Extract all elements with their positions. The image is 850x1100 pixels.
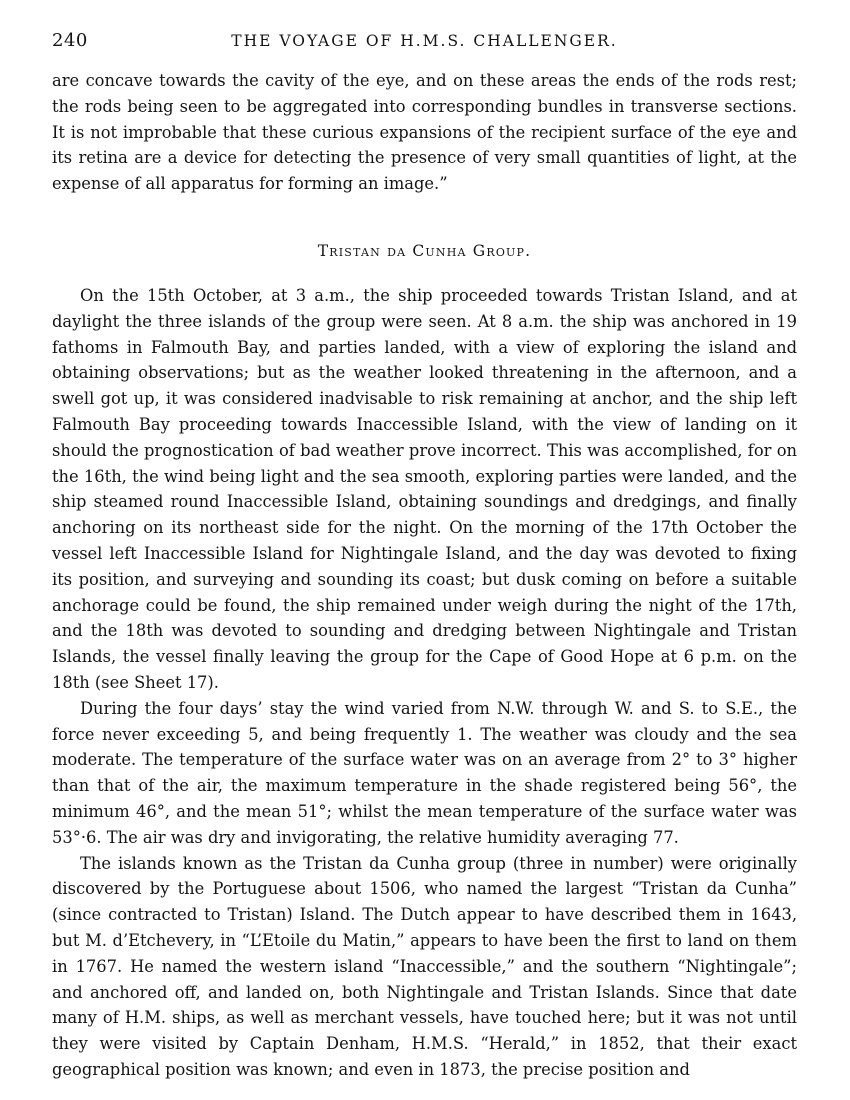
section-body bbox=[52, 283, 797, 1083]
paragraph: During the four days’ stay the wind varied from N.W. through W. and S. to S.E., the force never exceeding 5, and being frequently 1. The weather was cloudy and the sea moderate. The temperature of the surface water was on an average from 2° to 3° higher than that of the air, the maximum temperature in the shade registered being 56°, the minimum 46°, and the mean 51°; whilst the mean temperature of the surface water was 53°·6. The air was dry and invigorating, the relative humidity averaging 77. bbox=[52, 698, 797, 847]
section-heading: Tristan da Cunha Group. bbox=[317, 242, 532, 260]
page-header bbox=[52, 30, 797, 56]
page-number: 240 bbox=[52, 30, 88, 51]
continued-paragraph bbox=[52, 68, 797, 197]
paragraph: are concave towards the cavity of the eye, and on these areas the ends of the rods rest; the rods being seen to be aggregated into corresponding bundles in transverse sections. It is not improbable that these curious expansions of the recipient surface of the eye and its retina are a device for detecting the presence of very small quantities of light, at the expense of all apparatus for forming an image.” bbox=[52, 71, 797, 194]
paragraph: On the 15th October, at 3 a.m., the ship proceeded towards Tristan Island, and at daylight the three islands of the group were seen. At 8 a.m. the ship was anchored in 19 fathoms in Falmouth Bay, and parties landed, with a view of exploring the island and obtaining observations; but as the weather looked threatening in the afternoon, and a swell got up, it was considered inadvisable to risk remaining at anchor, and the ship left Falmouth Bay proceeding towards Inaccessible Island, with the view of landing on it should the prognostication of bad weather prove incorrect. This was accomplished, for on the 16th, the wind being light and the sea smooth, exploring parties were landed, and the ship steamed round Inaccessible Island, obtaining soundings and dredgings, and finally anchoring on its northeast side for the night. On the morning of the 17th October the vessel left Inaccessible Island for Nightingale Island, and the day was devoted to fixing its position, and surveying and sounding its coast; but dusk coming on before a suitable anchorage could be found, the ship remained under weigh during the night of the 17th, and the 18th was devoted to sounding and dredging between Nightingale and Tristan Islands, the vessel finally leaving the group for the Cape of Good Hope at 6 p.m. on the 18th (see Sheet 17). bbox=[52, 286, 797, 692]
running-title: THE VOYAGE OF H.M.S. CHALLENGER. bbox=[231, 32, 618, 50]
paragraph: The islands known as the Tristan da Cunha group (three in number) were originally discovered by the Portuguese about 1506, who named the largest “Tristan da Cunha” (since contracted to Tristan) Island. The Dutch appear to have described them in 1643, but M. d’Etchevery, in “L’Etoile du Matin,” appears to have been the first to land on them in 1767. He named the western island “Inaccessible,” and the southern “Nightingale”; and anchored off, and landed on, both Nightingale and Tristan Islands. Since that date many of H.M. ships, as well as merchant vessels, have touched here; but it was not until they were visited by Captain Denham, H.M.S. “Herald,” in 1852, that their exact geographical position was known; and even in 1873, the precise position and bbox=[52, 853, 797, 1079]
